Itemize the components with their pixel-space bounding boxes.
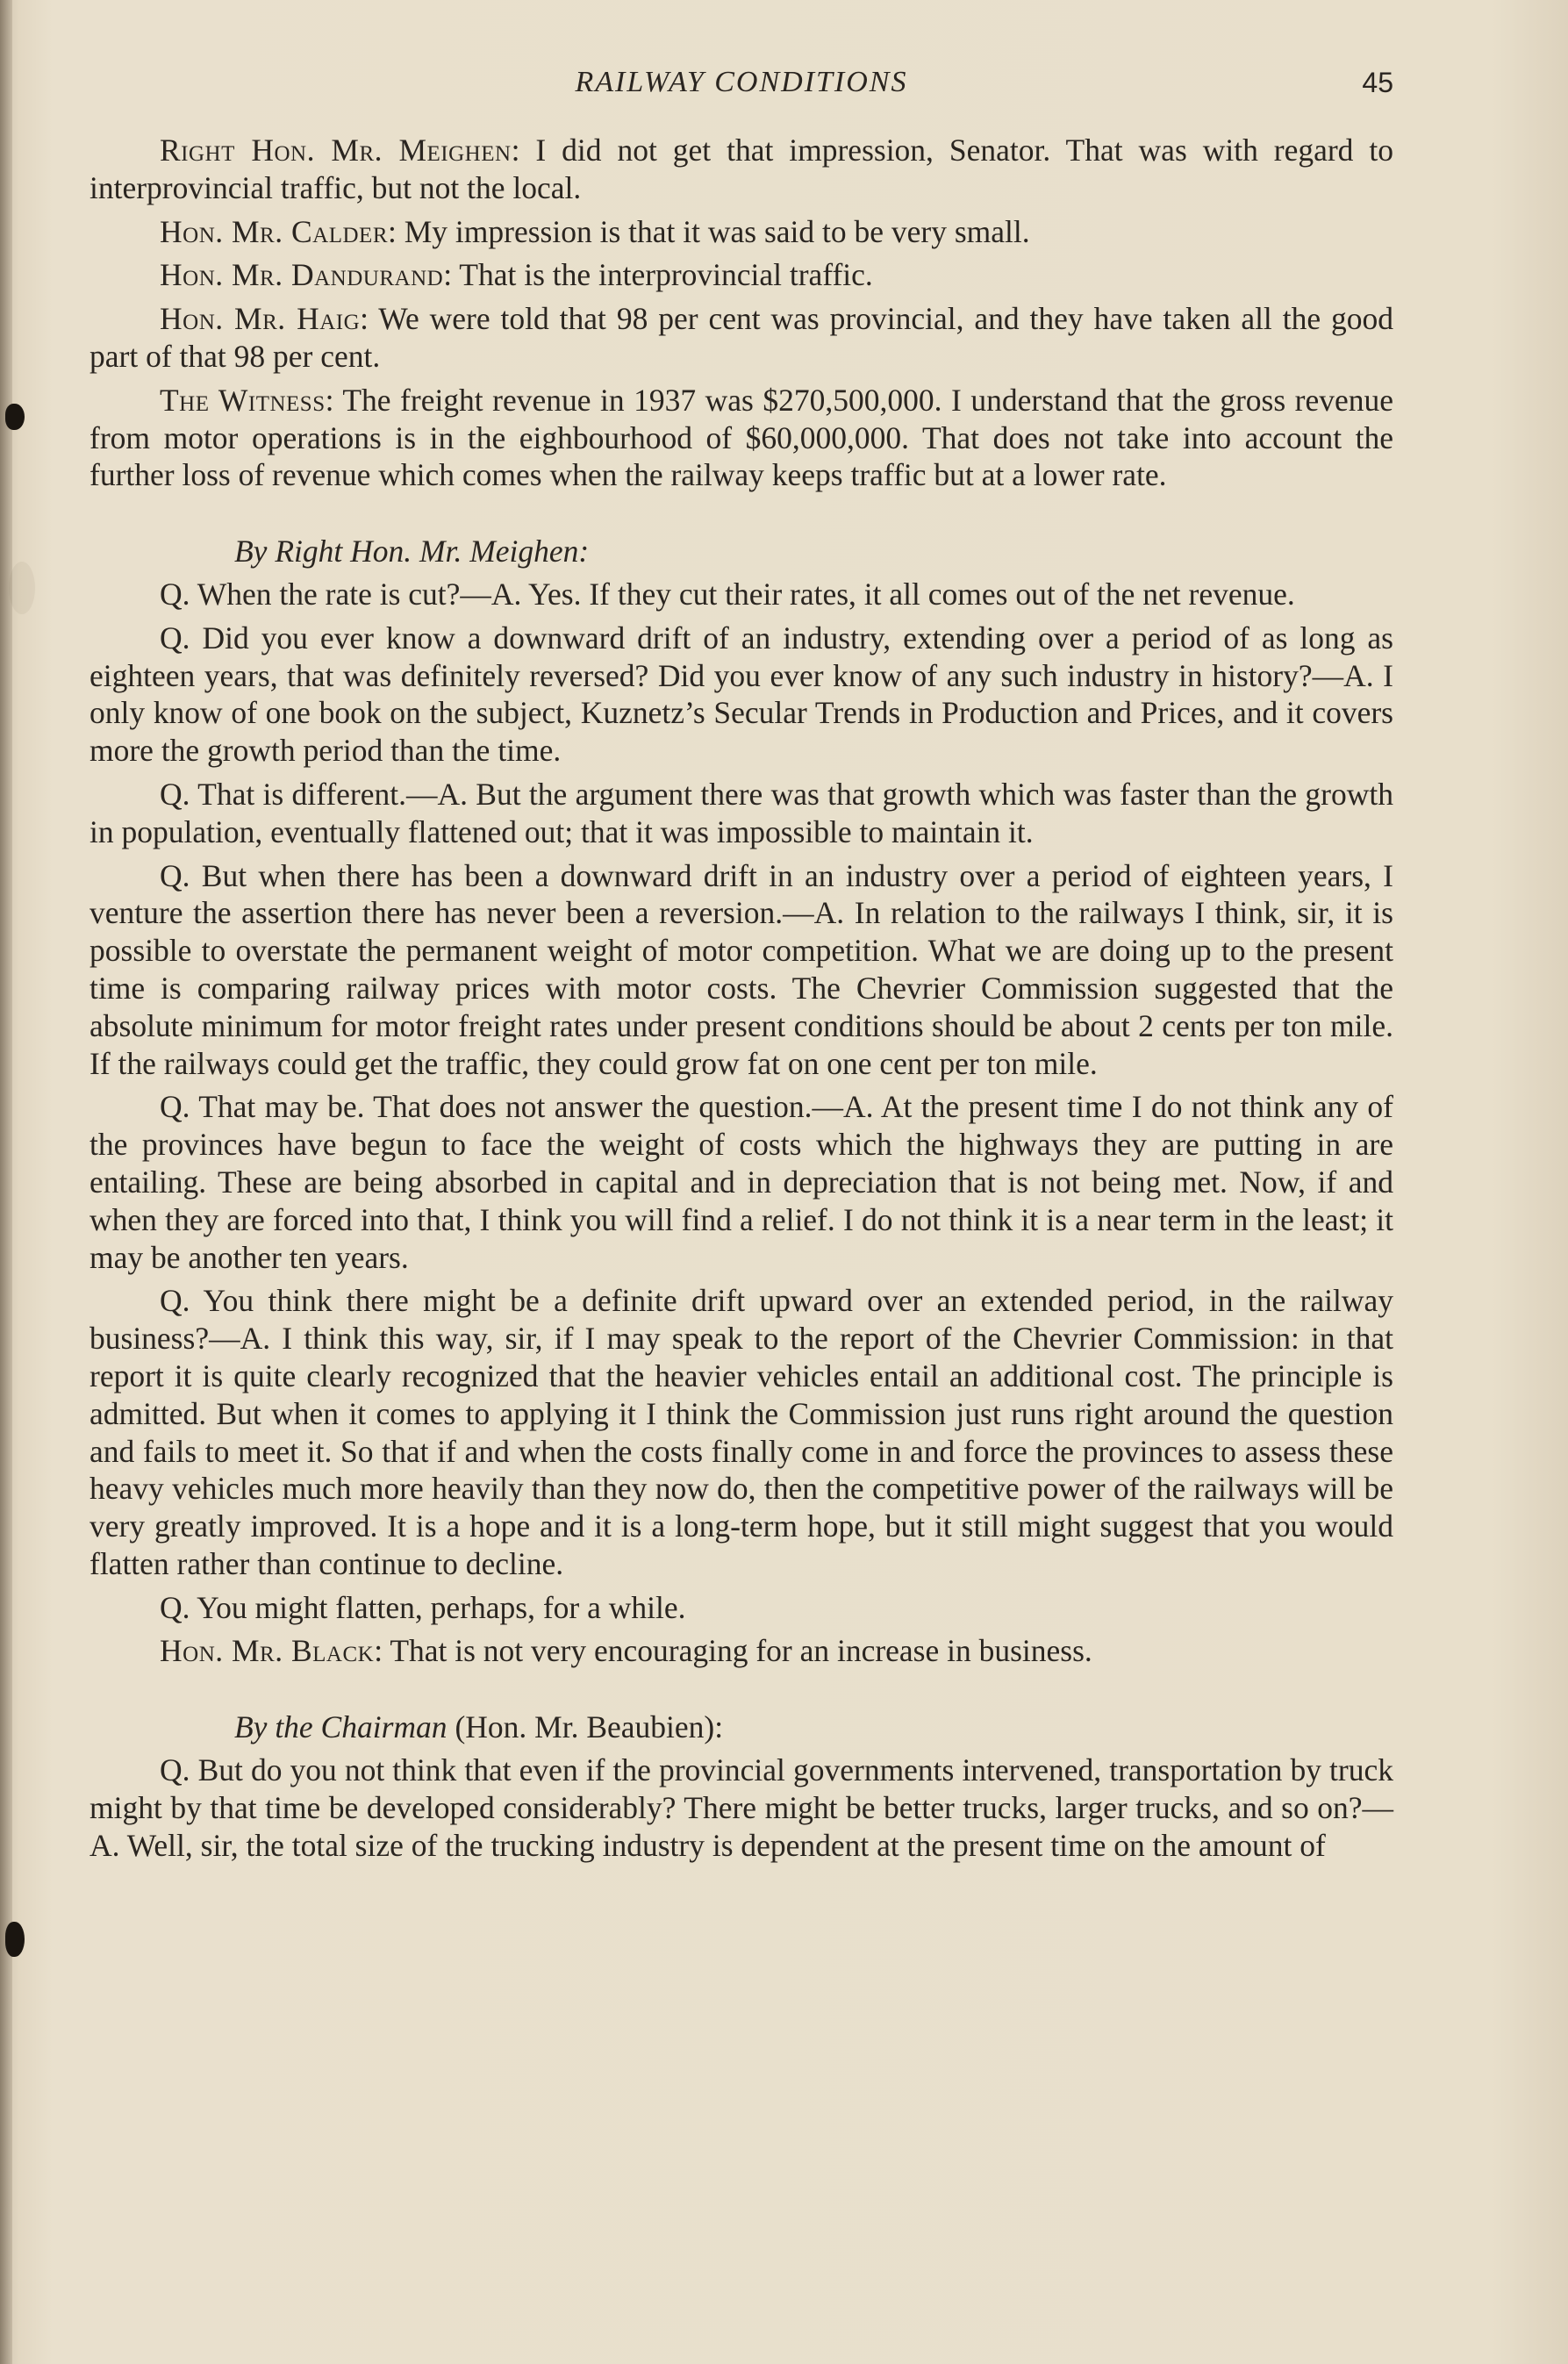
heading-text: By the Chairman [234, 1709, 447, 1745]
question-answer: Q. You might flatten, perhaps, for a while. [160, 1589, 686, 1625]
paragraph-text: : That is the interprovincial traffic. [443, 257, 873, 293]
running-title: RAILWAY CONDITIONS [575, 66, 908, 98]
page-body [89, 132, 1393, 1870]
paragraph [89, 300, 1393, 376]
paper-stain [9, 562, 35, 614]
paragraph [89, 382, 1393, 494]
binding-hole-mark [5, 1922, 25, 1957]
question-answer: Q. You think there might be a definite drift upward over an extended period, in the railway business?—A. I think this way, sir, if I may speak to the report of the Chevrier Commission: in that report it is quite clearly recognized that the heavier vehicles entail an additional cost. The principle is admitted. But when it comes to applying it I think the Commission just runs right around the question and fails to meet it. So that if and when the costs finally come in and force the provinces to assess these heavy vehicles much more heavily than they now do, then the competitive power of the railways will be very greatly improved. It is a hope and it is a long-term hope, but it still might suggest that you would flatten rather than continue to decline. [89, 1283, 1393, 1581]
speaker-name: Right Hon. Mr. Meighen [160, 133, 512, 168]
speaker-name: The Witness [160, 382, 326, 418]
page-number: 45 [1362, 67, 1393, 98]
paragraph-text: : I did not get that impression, Senator. That was with regard to interprovincial traffic, but not the local. [89, 133, 1393, 205]
heading-suffix: (Hon. Mr. Beaubien): [447, 1709, 724, 1745]
paragraph [89, 213, 1393, 251]
page-binding-edge [0, 0, 12, 2364]
paragraph [89, 132, 1393, 207]
paragraph [89, 256, 1393, 294]
speaker-name: Hon. Mr. Black [160, 1633, 375, 1669]
examination-heading: By Right Hon. Mr. Meighen: [234, 534, 590, 570]
question-answer: Q. But do you not think that even if the provincial governments intervened, transportation by truck might by that time be developed considerably? There might be better trucks, larger trucks, and so on?—A. Well, sir, the total size of the trucking industry is dependent at the present time on the amount of [89, 1752, 1393, 1863]
examination-heading [89, 1709, 1393, 1746]
binding-hole-mark [5, 404, 25, 430]
speaker-name: Hon. Mr. Dandurand [160, 257, 444, 293]
speaker-name: Hon. Mr. Haig [160, 301, 361, 337]
question-answer: Q. But when there has been a downward drift in an industry over a period of eighteen years, I venture the assertion there has never been a reversion.—A. In relation to the railways I think, sir, it is possible to overstate the permanent weight of motor competition. What we are doing up to the present time is comparing railway prices with motor costs. The Chevrier Commission suggested that the absolute minimum for motor freight rates under present conditions should be about 2 cents per ton mile. If the railways could get the traffic, they could grow fat on one cent per ton mile. [89, 857, 1393, 1081]
running-header [89, 61, 1393, 104]
question-answer: Q. When the rate is cut?—A. Yes. If they cut their rates, it all comes out of the net revenue. [160, 576, 1295, 612]
paragraph-text: : The freight revenue in 1937 was $270,500,000. I understand that the gross revenue from motor operations is in the eighbourhood of $60,000,000. That does not take into account the further loss of revenue which comes when the railway keeps traffic but at a lower rate. [89, 382, 1394, 493]
paragraph [89, 1632, 1393, 1670]
question-answer: Q. That may be. That does not answer the question.—A. At the present time I do not think any of the provinces have begun to face the weight of costs which the highways they are putting in are entailing. These are being absorbed in capital and in depreciation that is not being met. Now, if and when they are forced into that, I think you will find a relief. I do not think it is a near term in the least; it may be another ten years. [89, 1089, 1393, 1275]
paragraph-text: : That is not very encouraging for an increase in business. [374, 1633, 1092, 1669]
paragraph-text: : We were told that 98 per cent was provincial, and they have taken all the good part of that 98 per cent. [89, 301, 1394, 374]
question-answer: Q. That is different.—A. But the argument there was that growth which was faster than the growth in population, eventually flattened out; that it was impossible to maintain it. [89, 776, 1393, 849]
paragraph-text: : My impression is that it was said to be very small. [388, 213, 1030, 249]
question-answer: Q. Did you ever know a downward drift of an industry, extending over a period of as long as eighteen years, that was definitely reversed? Did you ever know of any such industry in history?—A. I only know of one book on the subject, Kuznetz’s Secular Trends in Production and Prices, and it covers more the growth period than the time. [89, 620, 1393, 769]
speaker-name: Hon. Mr. Calder [160, 213, 388, 249]
